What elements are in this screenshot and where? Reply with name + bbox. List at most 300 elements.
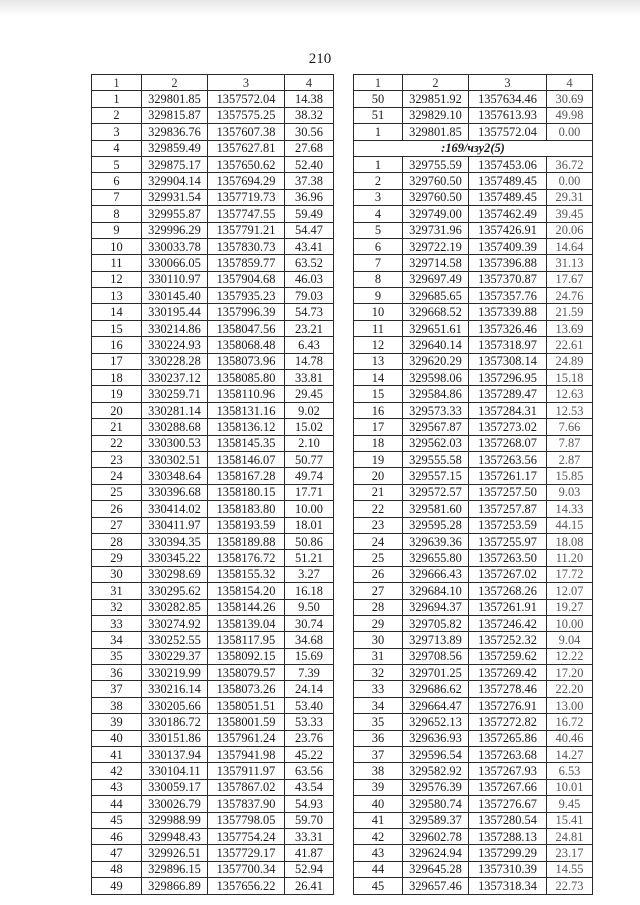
- x-coordinate-cell: 329851.92: [403, 91, 469, 107]
- point-number-cell: 15: [92, 320, 142, 336]
- x-coordinate-cell: 329666.43: [403, 566, 469, 582]
- table-row: [354, 779, 593, 795]
- x-coordinate-cell: 329581.60: [403, 501, 469, 517]
- table-row: [354, 173, 593, 189]
- y-coordinate-cell: 1357754.24: [208, 828, 285, 844]
- x-coordinate-cell: 329859.49: [142, 140, 208, 156]
- table-row: [354, 238, 593, 254]
- x-coordinate-cell: 329557.15: [403, 468, 469, 484]
- y-coordinate-cell: 1358154.20: [208, 583, 285, 599]
- y-coordinate-cell: 1357575.25: [208, 107, 285, 123]
- y-coordinate-cell: 1357253.59: [469, 517, 547, 533]
- y-coordinate-cell: 1357267.93: [469, 763, 547, 779]
- point-number-cell: 31: [92, 583, 142, 599]
- x-coordinate-cell: 330348.64: [142, 468, 208, 484]
- point-number-cell: 29: [354, 615, 403, 631]
- point-number-cell: 3: [92, 124, 142, 140]
- distance-cell: 34.68: [285, 632, 334, 648]
- table-row: [354, 599, 593, 615]
- x-coordinate-cell: 329708.56: [403, 648, 469, 664]
- table-row: [354, 451, 593, 467]
- y-coordinate-cell: 1357357.76: [469, 288, 547, 304]
- y-coordinate-cell: 1358176.72: [208, 550, 285, 566]
- x-coordinate-cell: 330411.97: [142, 517, 208, 533]
- distance-cell: 6.53: [547, 763, 593, 779]
- point-number-cell: 36: [92, 665, 142, 681]
- y-coordinate-cell: 1357269.42: [469, 665, 547, 681]
- distance-cell: 17.67: [547, 271, 593, 287]
- distance-cell: 54.93: [285, 796, 334, 812]
- y-coordinate-cell: 1357627.81: [208, 140, 285, 156]
- x-coordinate-cell: 329988.99: [142, 812, 208, 828]
- distance-cell: 22.73: [547, 878, 593, 894]
- table-row: [92, 714, 334, 730]
- table-row: [354, 681, 593, 697]
- point-number-cell: 17: [354, 419, 403, 435]
- x-coordinate-cell: 330281.14: [142, 402, 208, 418]
- x-coordinate-cell: 330228.28: [142, 353, 208, 369]
- y-coordinate-cell: 1357837.90: [208, 796, 285, 812]
- table-row: [354, 730, 593, 746]
- table-row: [92, 484, 334, 500]
- y-coordinate-cell: 1357257.87: [469, 501, 547, 517]
- x-coordinate-cell: 329713.89: [403, 632, 469, 648]
- table-row: [92, 304, 334, 320]
- table-row: [354, 386, 593, 402]
- x-coordinate-cell: 329639.36: [403, 533, 469, 549]
- point-number-cell: 25: [92, 484, 142, 500]
- distance-cell: 53.40: [285, 697, 334, 713]
- table-row: [92, 189, 334, 205]
- distance-cell: 30.69: [547, 91, 593, 107]
- x-coordinate-cell: 330066.05: [142, 255, 208, 271]
- y-coordinate-cell: 1357276.91: [469, 697, 547, 713]
- x-coordinate-cell: 329722.19: [403, 238, 469, 254]
- point-number-cell: 39: [92, 714, 142, 730]
- coordinates-table-right: [353, 74, 593, 895]
- table-row: [354, 812, 593, 828]
- point-number-cell: 35: [92, 648, 142, 664]
- y-coordinate-cell: 1357729.17: [208, 845, 285, 861]
- x-coordinate-cell: 329624.94: [403, 845, 469, 861]
- table-row: [92, 747, 334, 763]
- point-number-cell: 24: [92, 468, 142, 484]
- x-coordinate-cell: 329955.87: [142, 206, 208, 222]
- table-row: [354, 697, 593, 713]
- x-coordinate-cell: 330216.14: [142, 681, 208, 697]
- point-number-cell: 46: [92, 828, 142, 844]
- y-coordinate-cell: 1357935.23: [208, 288, 285, 304]
- x-coordinate-cell: 329815.87: [142, 107, 208, 123]
- x-coordinate-cell: 329620.29: [403, 353, 469, 369]
- point-number-cell: 9: [354, 288, 403, 304]
- y-coordinate-cell: 1357257.50: [469, 484, 547, 500]
- distance-cell: 0.00: [547, 173, 593, 189]
- table-row: [92, 156, 334, 172]
- point-number-cell: 22: [354, 501, 403, 517]
- distance-cell: 4: [547, 75, 593, 91]
- table-row: [354, 714, 593, 730]
- y-coordinate-cell: 1357462.49: [469, 206, 547, 222]
- x-coordinate-cell: 329582.92: [403, 763, 469, 779]
- y-coordinate-cell: 1357308.14: [469, 353, 547, 369]
- point-number-cell: 44: [92, 796, 142, 812]
- x-coordinate-cell: 329567.87: [403, 419, 469, 435]
- x-coordinate-cell: 329829.10: [403, 107, 469, 123]
- table-row: [92, 238, 334, 254]
- y-coordinate-cell: 1357911.97: [208, 763, 285, 779]
- table-row: [354, 402, 593, 418]
- x-coordinate-cell: 329645.28: [403, 861, 469, 877]
- table-row: [354, 255, 593, 271]
- x-coordinate-cell: 330394.35: [142, 533, 208, 549]
- table-row: [92, 828, 334, 844]
- x-coordinate-cell: 329836.76: [142, 124, 208, 140]
- point-number-cell: 29: [92, 550, 142, 566]
- distance-cell: 50.77: [285, 451, 334, 467]
- y-coordinate-cell: 1358073.26: [208, 681, 285, 697]
- x-coordinate-cell: 329866.89: [142, 878, 208, 894]
- table-row: [354, 878, 593, 894]
- point-number-cell: 7: [354, 255, 403, 271]
- distance-cell: 9.04: [547, 632, 593, 648]
- point-number-cell: 1: [92, 91, 142, 107]
- x-coordinate-cell: 329686.62: [403, 681, 469, 697]
- x-coordinate-cell: 329596.54: [403, 747, 469, 763]
- distance-cell: 11.20: [547, 550, 593, 566]
- distance-cell: 46.03: [285, 271, 334, 287]
- distance-cell: 59.49: [285, 206, 334, 222]
- x-coordinate-cell: 329595.28: [403, 517, 469, 533]
- y-coordinate-cell: 1357273.02: [469, 419, 547, 435]
- y-coordinate-cell: 1357396.88: [469, 255, 547, 271]
- distance-cell: 53.33: [285, 714, 334, 730]
- x-coordinate-cell: 330195.44: [142, 304, 208, 320]
- table-row: [92, 353, 334, 369]
- x-coordinate-cell: 329701.25: [403, 665, 469, 681]
- x-coordinate-cell: 329714.58: [403, 255, 469, 271]
- distance-cell: 23.76: [285, 730, 334, 746]
- x-coordinate-cell: 329801.85: [403, 124, 469, 140]
- table-row: [354, 206, 593, 222]
- x-coordinate-cell: 329801.85: [142, 91, 208, 107]
- x-coordinate-cell: 329996.29: [142, 222, 208, 238]
- distance-cell: 39.45: [547, 206, 593, 222]
- x-coordinate-cell: 330229.37: [142, 648, 208, 664]
- point-number-cell: 2: [354, 173, 403, 189]
- point-number-cell: 7: [92, 189, 142, 205]
- header-row: [354, 75, 593, 91]
- x-coordinate-cell: 330414.02: [142, 501, 208, 517]
- point-number-cell: 49: [92, 878, 142, 894]
- page-number: 210: [308, 51, 332, 67]
- point-number-cell: 27: [92, 517, 142, 533]
- table-row: [354, 828, 593, 844]
- x-coordinate-cell: 329664.47: [403, 697, 469, 713]
- point-number-cell: 50: [354, 91, 403, 107]
- y-coordinate-cell: 1357634.46: [469, 91, 547, 107]
- table-row: [354, 156, 593, 172]
- point-number-cell: 17: [92, 353, 142, 369]
- distance-cell: 10.01: [547, 779, 593, 795]
- distance-cell: 4: [285, 75, 334, 91]
- distance-cell: 29.45: [285, 386, 334, 402]
- distance-cell: 30.74: [285, 615, 334, 631]
- y-coordinate-cell: 1358183.80: [208, 501, 285, 517]
- x-coordinate-cell: 329598.06: [403, 370, 469, 386]
- coordinates-table-left: [91, 74, 334, 895]
- table-row: [354, 583, 593, 599]
- table-row: [354, 435, 593, 451]
- distance-cell: 14.55: [547, 861, 593, 877]
- point-number-cell: 31: [354, 648, 403, 664]
- x-coordinate-cell: 329651.61: [403, 320, 469, 336]
- table-row: [92, 615, 334, 631]
- distance-cell: 31.13: [547, 255, 593, 271]
- table-row: [92, 451, 334, 467]
- table-row: [92, 419, 334, 435]
- x-coordinate-cell: 329931.54: [142, 189, 208, 205]
- distance-cell: 16.72: [547, 714, 593, 730]
- table-row: [354, 353, 593, 369]
- y-coordinate-cell: 1358131.16: [208, 402, 285, 418]
- point-number-cell: 6: [92, 173, 142, 189]
- distance-cell: 24.89: [547, 353, 593, 369]
- y-coordinate-cell: 1357276.67: [469, 796, 547, 812]
- point-number-cell: 1: [354, 124, 403, 140]
- table-row: [92, 468, 334, 484]
- point-number-cell: 30: [92, 566, 142, 582]
- y-coordinate-cell: 1358136.12: [208, 419, 285, 435]
- point-number-cell: 28: [354, 599, 403, 615]
- point-number-cell: 20: [92, 402, 142, 418]
- y-coordinate-cell: 1357700.34: [208, 861, 285, 877]
- table-row: [354, 304, 593, 320]
- x-coordinate-cell: 330186.72: [142, 714, 208, 730]
- y-coordinate-cell: 1357791.21: [208, 222, 285, 238]
- distance-cell: 12.07: [547, 583, 593, 599]
- x-coordinate-cell: 330237.12: [142, 370, 208, 386]
- point-number-cell: 14: [92, 304, 142, 320]
- point-number-cell: 23: [354, 517, 403, 533]
- table-row: [354, 484, 593, 500]
- y-coordinate-cell: 1358145.35: [208, 435, 285, 451]
- y-coordinate-cell: 1357370.87: [469, 271, 547, 287]
- table-row: [354, 796, 593, 812]
- y-coordinate-cell: 1357859.77: [208, 255, 285, 271]
- point-number-cell: 28: [92, 533, 142, 549]
- point-number-cell: 26: [354, 566, 403, 582]
- point-number-cell: 5: [354, 222, 403, 238]
- header-row: [92, 75, 334, 91]
- table-row: [354, 763, 593, 779]
- table-row: [92, 533, 334, 549]
- distance-cell: 59.70: [285, 812, 334, 828]
- y-coordinate-cell: 1357261.91: [469, 599, 547, 615]
- x-coordinate-cell: 330300.53: [142, 435, 208, 451]
- distance-cell: 15.02: [285, 419, 334, 435]
- distance-cell: 22.20: [547, 681, 593, 697]
- distance-cell: 15.85: [547, 468, 593, 484]
- y-coordinate-cell: 1357694.29: [208, 173, 285, 189]
- table-row: [92, 288, 334, 304]
- distance-cell: 33.31: [285, 828, 334, 844]
- table-row: [92, 124, 334, 140]
- x-coordinate-cell: 330026.79: [142, 796, 208, 812]
- y-coordinate-cell: 1358051.51: [208, 697, 285, 713]
- y-coordinate-cell: 1357830.73: [208, 238, 285, 254]
- y-coordinate-cell: 1357268.26: [469, 583, 547, 599]
- point-number-cell: 41: [92, 747, 142, 763]
- distance-cell: 50.86: [285, 533, 334, 549]
- x-coordinate-cell: 329749.00: [403, 206, 469, 222]
- y-coordinate-cell: 1357339.88: [469, 304, 547, 320]
- point-number-cell: 22: [92, 435, 142, 451]
- table-row: [92, 517, 334, 533]
- distance-cell: 54.73: [285, 304, 334, 320]
- y-coordinate-cell: 1357572.04: [208, 91, 285, 107]
- x-coordinate-cell: 329685.65: [403, 288, 469, 304]
- x-coordinate-cell: 329731.96: [403, 222, 469, 238]
- point-number-cell: 24: [354, 533, 403, 549]
- y-coordinate-cell: 1357904.68: [208, 271, 285, 287]
- x-coordinate-cell: 330151.86: [142, 730, 208, 746]
- distance-cell: 29.31: [547, 189, 593, 205]
- distance-cell: 49.98: [547, 107, 593, 123]
- y-coordinate-cell: 1357613.93: [469, 107, 547, 123]
- distance-cell: 52.40: [285, 156, 334, 172]
- table-row: [92, 370, 334, 386]
- y-coordinate-cell: 1357318.34: [469, 878, 547, 894]
- point-number-cell: 43: [354, 845, 403, 861]
- x-coordinate-cell: 330298.69: [142, 566, 208, 582]
- distance-cell: 9.02: [285, 402, 334, 418]
- table-row: [92, 779, 334, 795]
- table-row: [92, 402, 334, 418]
- y-coordinate-cell: 1357326.46: [469, 320, 547, 336]
- distance-cell: 12.22: [547, 648, 593, 664]
- distance-cell: 17.71: [285, 484, 334, 500]
- point-number-cell: 32: [92, 599, 142, 615]
- x-coordinate-cell: 330345.22: [142, 550, 208, 566]
- point-number-cell: 6: [354, 238, 403, 254]
- point-number-cell: 14: [354, 370, 403, 386]
- point-number-cell: 34: [92, 632, 142, 648]
- distance-cell: 12.63: [547, 386, 593, 402]
- point-number-cell: 18: [92, 370, 142, 386]
- x-coordinate-cell: 329948.43: [142, 828, 208, 844]
- point-number-cell: 9: [92, 222, 142, 238]
- point-number-cell: 48: [92, 861, 142, 877]
- table-row: [92, 632, 334, 648]
- y-coordinate-cell: 1358193.59: [208, 517, 285, 533]
- table-row: [354, 288, 593, 304]
- distance-cell: 44.15: [547, 517, 593, 533]
- y-coordinate-cell: 1357607.38: [208, 124, 285, 140]
- distance-cell: 9.50: [285, 599, 334, 615]
- point-number-cell: 1: [92, 75, 142, 91]
- y-coordinate-cell: 1357261.17: [469, 468, 547, 484]
- point-number-cell: 42: [354, 828, 403, 844]
- table-row: [92, 320, 334, 336]
- y-coordinate-cell: 1357996.39: [208, 304, 285, 320]
- distance-cell: 14.38: [285, 91, 334, 107]
- x-coordinate-cell: 329896.15: [142, 861, 208, 877]
- table-row: [354, 320, 593, 336]
- table-row: [354, 845, 593, 861]
- point-number-cell: 11: [354, 320, 403, 336]
- distance-cell: 2.10: [285, 435, 334, 451]
- distance-cell: 45.22: [285, 747, 334, 763]
- x-coordinate-cell: 329684.10: [403, 583, 469, 599]
- point-number-cell: 8: [354, 271, 403, 287]
- y-coordinate-cell: 1357867.02: [208, 779, 285, 795]
- point-number-cell: 13: [354, 353, 403, 369]
- x-coordinate-cell: 329705.82: [403, 615, 469, 631]
- table-row: [92, 878, 334, 894]
- y-coordinate-cell: 1357284.31: [469, 402, 547, 418]
- table-row: [354, 189, 593, 205]
- y-coordinate-cell: 1357747.55: [208, 206, 285, 222]
- point-number-cell: 43: [92, 779, 142, 795]
- y-coordinate-cell: 1357489.45: [469, 173, 547, 189]
- x-coordinate-cell: 329584.86: [403, 386, 469, 402]
- table-row: [354, 615, 593, 631]
- table-row: [92, 91, 334, 107]
- point-number-cell: 45: [92, 812, 142, 828]
- distance-cell: 7.66: [547, 419, 593, 435]
- table-row: [354, 861, 593, 877]
- y-coordinate-cell: 1358139.04: [208, 615, 285, 631]
- y-coordinate-cell: 1357409.39: [469, 238, 547, 254]
- y-coordinate-cell: 1357263.68: [469, 747, 547, 763]
- y-coordinate-cell: 1358146.07: [208, 451, 285, 467]
- y-coordinate-cell: 1358189.88: [208, 533, 285, 549]
- x-coordinate-cell: 329655.80: [403, 550, 469, 566]
- x-coordinate-cell: 329760.50: [403, 173, 469, 189]
- y-coordinate-cell: 1357798.05: [208, 812, 285, 828]
- y-coordinate-cell: 1357252.32: [469, 632, 547, 648]
- distance-cell: 36.96: [285, 189, 334, 205]
- distance-cell: 15.69: [285, 648, 334, 664]
- y-coordinate-cell: 1357280.54: [469, 812, 547, 828]
- x-coordinate-cell: 2: [403, 75, 469, 91]
- table-row: [92, 255, 334, 271]
- y-coordinate-cell: 1357268.07: [469, 435, 547, 451]
- point-number-cell: 4: [354, 206, 403, 222]
- point-number-cell: 21: [354, 484, 403, 500]
- y-coordinate-cell: 1358073.96: [208, 353, 285, 369]
- table-row: [92, 648, 334, 664]
- table-row: [92, 566, 334, 582]
- x-coordinate-cell: 329640.14: [403, 337, 469, 353]
- point-number-cell: 47: [92, 845, 142, 861]
- distance-cell: 23.17: [547, 845, 593, 861]
- point-number-cell: 8: [92, 206, 142, 222]
- x-coordinate-cell: 329875.17: [142, 156, 208, 172]
- table-row: [92, 271, 334, 287]
- x-coordinate-cell: 329589.37: [403, 812, 469, 828]
- distance-cell: 7.39: [285, 665, 334, 681]
- distance-cell: 16.18: [285, 583, 334, 599]
- point-number-cell: 33: [92, 615, 142, 631]
- x-coordinate-cell: 329580.74: [403, 796, 469, 812]
- table-row: [92, 435, 334, 451]
- point-number-cell: 41: [354, 812, 403, 828]
- point-number-cell: 42: [92, 763, 142, 779]
- point-number-cell: 15: [354, 386, 403, 402]
- distance-cell: 79.03: [285, 288, 334, 304]
